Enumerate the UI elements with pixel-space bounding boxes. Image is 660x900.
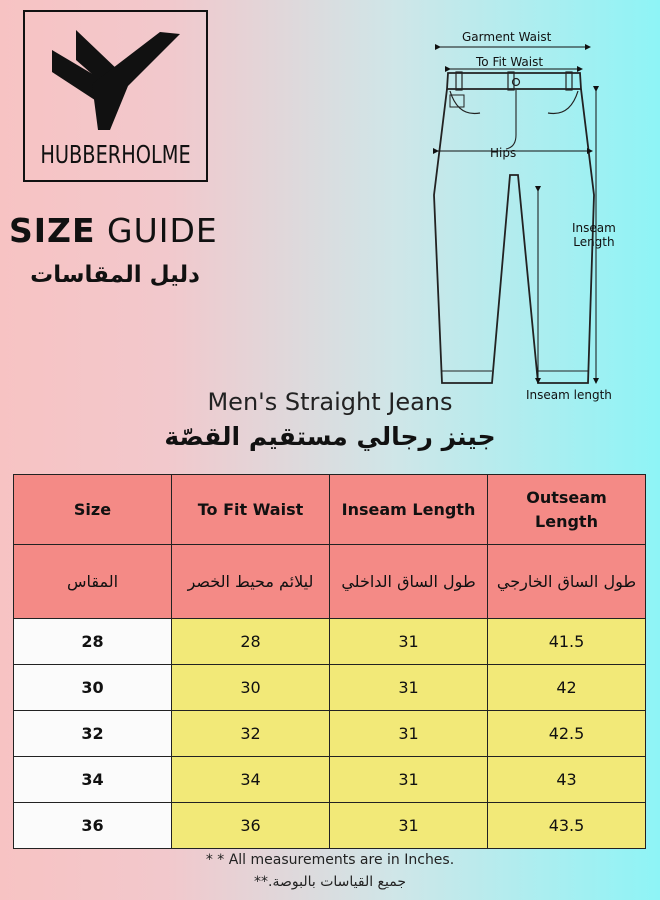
- garment-waist-label: Garment Waist: [462, 30, 552, 44]
- inseam-length-label: [572, 221, 616, 249]
- title-light: GUIDE: [107, 211, 218, 250]
- inseam-cell: 31: [330, 665, 488, 711]
- table-row: [14, 665, 646, 711]
- product-title-arabic: جينز رجالي مستقيم القصّة: [164, 422, 496, 451]
- inseam-length-line1: Inseam: [572, 221, 616, 235]
- inseam-cell: 31: [330, 711, 488, 757]
- table-row: [14, 757, 646, 803]
- inseam-cell: 31: [330, 803, 488, 849]
- jeans-illustration-icon: [420, 25, 630, 405]
- waist-cell: 28: [172, 619, 330, 665]
- bird-logo-icon: [50, 26, 182, 134]
- header-to-fit-waist-arabic: ليلائم محيط الخصر: [172, 545, 330, 619]
- header-outseam-text: Outseam Length: [526, 487, 607, 531]
- size-table: [13, 474, 646, 849]
- size-cell: 36: [14, 803, 172, 849]
- header-inseam-length-arabic: طول الساق الداخلي: [330, 545, 488, 619]
- to-fit-waist-label: To Fit Waist: [476, 55, 544, 69]
- outseam-cell: 43.5: [488, 803, 646, 849]
- outseam-cell: 42.5: [488, 711, 646, 757]
- measurement-note: * * All measurements are in Inches.: [205, 852, 455, 868]
- waist-cell: 34: [172, 757, 330, 803]
- table-row: [14, 711, 646, 757]
- outseam-cell: 41.5: [488, 619, 646, 665]
- outseam-cell: 43: [488, 757, 646, 803]
- waist-cell: 36: [172, 803, 330, 849]
- size-cell: 32: [14, 711, 172, 757]
- inseam-cell: 31: [330, 757, 488, 803]
- header-inseam-length: Inseam Length: [330, 475, 488, 545]
- page-title: [9, 211, 218, 250]
- header-size-arabic: المقاس: [14, 545, 172, 619]
- size-cell: 28: [14, 619, 172, 665]
- title-bold: SIZE: [9, 211, 96, 250]
- table-header-row-arabic: [14, 545, 646, 619]
- waist-cell: 32: [172, 711, 330, 757]
- waist-cell: 30: [172, 665, 330, 711]
- header-size: Size: [14, 475, 172, 545]
- inseam-length-bottom-label: Inseam length: [526, 388, 612, 402]
- size-cell: 30: [14, 665, 172, 711]
- header-outseam-length-arabic: طول الساق الخارجي: [488, 545, 646, 619]
- table-row: [14, 803, 646, 849]
- page-title-arabic: دليل المقاسات: [30, 262, 200, 288]
- brand-name: HUBBERHOLME: [40, 140, 191, 169]
- table-header-row: [14, 475, 646, 545]
- jeans-diagram: [420, 25, 630, 405]
- inseam-cell: 31: [330, 619, 488, 665]
- size-cell: 34: [14, 757, 172, 803]
- header-outseam-length: [488, 475, 646, 545]
- inseam-length-line2: Length: [573, 235, 615, 249]
- outseam-cell: 42: [488, 665, 646, 711]
- hips-label: Hips: [490, 146, 517, 160]
- brand-logo: [23, 10, 208, 182]
- table-row: [14, 619, 646, 665]
- measurement-note-arabic: جميع القياسات بالبوصة.**: [254, 874, 406, 890]
- header-to-fit-waist: To Fit Waist: [172, 475, 330, 545]
- product-title: Men's Straight Jeans: [207, 388, 453, 416]
